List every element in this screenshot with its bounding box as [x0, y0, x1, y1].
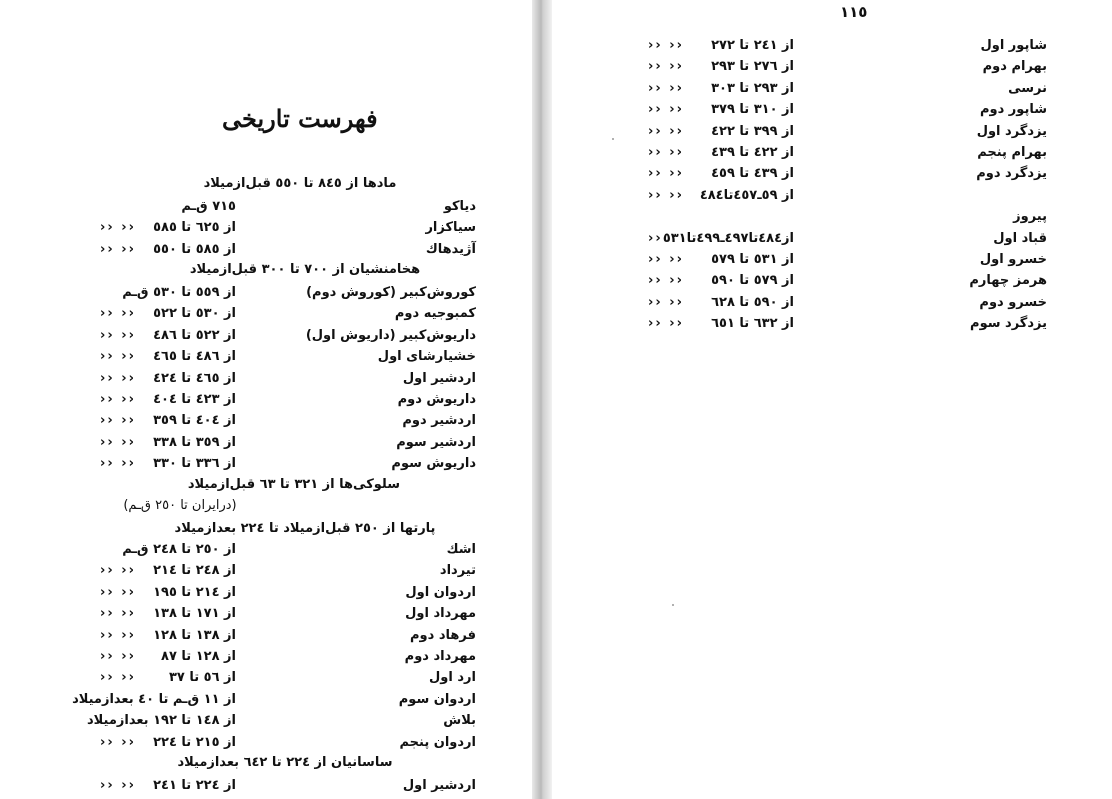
ruler-name: بهرام دوم: [982, 59, 1047, 75]
ruler-name: فرهاد دوم: [410, 627, 476, 643]
ruler-name: شاپور دوم: [980, 102, 1047, 118]
reign-dates: از ۲٤۱ تا ۲۷۲: [711, 38, 794, 53]
reign-dates: از ٥۲۲ تا ٤٨٦: [153, 327, 236, 343]
list-item: [0, 668, 532, 688]
reign-dates: از ٥۳۰ تا ٥۲۲: [153, 306, 236, 322]
right-page: [552, 0, 1112, 799]
list-item: [0, 411, 532, 431]
list-item: [0, 390, 532, 410]
ditto-marks: ›› ››: [648, 59, 684, 75]
reign-dates: از ۳۱۰ تا ۳۷۹: [711, 102, 794, 118]
reign-dates: از ٥۹ـ٤٥۷تا٤٨٤: [699, 187, 794, 203]
book-gutter: [532, 0, 552, 799]
list-item: [552, 293, 1112, 313]
reign-dates: از ۲۹۳ تا ۳۰۳: [711, 80, 794, 96]
reign-dates: از ۲۱٤ تا ۱۹٥: [153, 584, 236, 600]
list-item: [552, 79, 1112, 99]
reign-dates: از ۳۳٦ تا ۳۳۰: [153, 456, 236, 472]
ruler-name: ارد اول: [429, 670, 476, 686]
ditto-marks: ›› ››: [648, 145, 684, 160]
ruler-name: نرسی: [1008, 80, 1047, 96]
ruler-name: اردوان اول: [405, 584, 476, 600]
list-item: [0, 240, 532, 260]
reign-dates: از ۳۹۹ تا ٤۲۲: [711, 123, 794, 139]
ruler-name: اردشیر اول: [402, 778, 476, 793]
list-item: [0, 711, 532, 731]
reign-dates: از ۱۷۱ تا ۱۳٨: [153, 606, 236, 622]
list-item: [552, 36, 1112, 56]
ditto-marks: ›› ››: [100, 413, 136, 429]
list-item: [0, 604, 532, 624]
list-item: [552, 164, 1112, 184]
ruler-name: داریوش سوم: [391, 456, 476, 472]
reign-dates: از ۲۲٤ تا ۲٤۱: [153, 778, 236, 793]
list-item: [0, 626, 532, 646]
ruler-name: اردوان پنجم: [399, 734, 476, 750]
ditto-marks: ›› ››: [648, 38, 684, 53]
reign-dates: از ۱۱ ق‌ـم تا ٤۰ بعدازمیلاد: [72, 691, 236, 707]
reign-dates: از ۲۷٦ تا ۲۹۳: [711, 59, 794, 75]
ditto-marks: ›› ››: [100, 563, 136, 579]
ruler-name: هرمز چهارم: [969, 273, 1047, 289]
ruler-name: خشیارشای اول: [377, 349, 476, 365]
left-page: [0, 0, 532, 799]
list-item: [0, 583, 532, 603]
ruler-name: قباد اول: [993, 230, 1047, 246]
reign-dates: از ٥٦ تا ۳۷: [168, 670, 236, 686]
list-item: [0, 304, 532, 324]
ruler-name: یزدگرد سوم: [970, 316, 1047, 332]
ditto-marks: ›› ››: [100, 649, 136, 664]
list-item: [0, 776, 532, 796]
list-item: [0, 647, 532, 667]
page-speck: [672, 604, 674, 606]
section-heading-parthians: پارتها از ۲٥۰ قبل‌ازمیلاد تا ۲۲٤ بعدازمیلاد: [174, 521, 436, 536]
list-item: [552, 229, 1112, 249]
ruler-name: یزدگرد اول: [976, 123, 1047, 139]
reign-dates: از ٤۲۳ تا ٤۰٤: [153, 392, 236, 407]
ruler-name: بهرام پنجم: [977, 145, 1047, 160]
ditto-marks: ›› ››: [100, 370, 136, 386]
ruler-name: شاپور اول: [980, 38, 1047, 53]
ditto-marks: ›› ››: [100, 327, 136, 343]
reign-dates: از ٤۰٤ تا ۳٥۹: [153, 413, 236, 429]
ditto-marks: ›› ››: [100, 349, 136, 365]
reign-dates: از٤٨٤تا٤۹۷ـ٤۹۹تا٥۳۱: [662, 230, 794, 246]
section-heading-seleucids: سلوکی‌ها از ۳۲۱ تا ٦۳ قبل‌ازمیلاد: [187, 477, 400, 492]
list-item: [0, 326, 532, 346]
ruler-name: اردشیر سوم: [396, 434, 476, 450]
ditto-marks: ›› ››: [648, 273, 684, 289]
ditto-marks: ›› ››: [648, 294, 684, 310]
ruler-name: داریوش‌کبیر (داریوش اول): [305, 327, 476, 343]
list-item: [0, 433, 532, 453]
ditto-marks: ›› ››: [648, 252, 684, 267]
ditto-marks: ›› ››: [100, 220, 136, 236]
reign-dates: از ٦۲٥ تا ٥٨٥: [153, 220, 236, 236]
section-heading-medes: مادها از ۸٤٥ تا ٥٥٠ قبل‌ازمیلاد: [203, 176, 397, 191]
ruler-name: خسرو دوم: [979, 294, 1047, 310]
reign-dates: از ٥۷۹ تا ٥۹۰: [711, 273, 794, 289]
ditto-marks: ›› ››: [648, 123, 684, 139]
reign-dates: از ۱٤٨ تا ۱۹۲ بعدازمیلاد: [86, 713, 236, 729]
ditto-marks: ›› ››: [100, 627, 136, 643]
reign-dates: از ٦۳۲ تا ٦٥۱: [711, 316, 794, 332]
list-item: [552, 186, 1112, 206]
ruler-name: خسرو اول: [979, 252, 1047, 267]
reign-dates: از ٥٨٥ تا ٥٥٠: [153, 241, 236, 257]
ruler-name: اردشیر دوم: [402, 413, 476, 429]
reign-dates: از ۳٥۹ تا ۳۳٨: [153, 434, 236, 450]
reign-dates: از ٥۹۰ تا ٦۲٨: [711, 294, 794, 310]
reign-dates: از ۱۲٨ تا ٨۷: [161, 649, 236, 664]
index-title: فهرست تاریخی: [222, 104, 378, 133]
list-item: [0, 561, 532, 581]
reign-dates: از ۲٤٨ تا ۲۱٤: [153, 563, 236, 579]
section-heading-achaemenids: هخامنشیان از ۷۰۰ تا ۳۰۰ قبل‌ازمیلاد: [189, 262, 421, 277]
reign-dates: از ٥٥۹ تا ٥۳۰ ق‌ـم: [122, 285, 236, 300]
ditto-marks: ›› ››: [100, 241, 136, 257]
list-item: [552, 122, 1112, 142]
ditto-marks: ›› ››: [648, 316, 684, 332]
reign-dates: از ۱۳٨ تا ۱۲٨: [153, 627, 236, 643]
section-subheading-seleucids: (درایران تا ۲٥۰ ق‌ـم): [123, 498, 237, 513]
ditto-marks: ›› ››: [100, 434, 136, 450]
ruler-name: بلاش: [443, 713, 476, 729]
page-speck: [612, 138, 614, 140]
ruler-name: اردوان سوم: [398, 691, 476, 707]
reign-dates: از ۲۱٥ تا ۲۲٤: [153, 734, 236, 750]
ruler-name: مهرداد اول: [405, 606, 476, 622]
page-number: ۱۱٥: [840, 3, 868, 21]
reign-dates: از ٥۳۱ تا ٥۷۹: [711, 252, 794, 267]
list-item: [552, 100, 1112, 120]
list-item: [552, 207, 1112, 227]
list-item: [0, 369, 532, 389]
list-item: [0, 733, 532, 753]
list-item: [0, 540, 532, 560]
list-item: [552, 271, 1112, 291]
section-heading-sasanians: ساسانیان از ۲۲٤ تا ٦٤۲ بعدازمیلاد: [177, 755, 393, 770]
ditto-marks: ›› ››: [100, 306, 136, 322]
ditto-marks: ››: [648, 230, 663, 246]
list-item: [552, 57, 1112, 77]
ruler-name: آژیدهاك: [425, 241, 476, 257]
ruler-name: اشك: [446, 542, 476, 557]
ruler-name: کمبوجیه دوم: [394, 306, 476, 322]
ruler-name: کوروش‌کبیر (کوروش دوم): [306, 285, 476, 300]
ruler-name: یزدگرد دوم: [976, 166, 1047, 182]
ruler-name: اردشیر اول: [402, 370, 476, 386]
reign-dates: از ٤۳۹ تا ٤٥۹: [711, 166, 794, 182]
ditto-marks: ›› ››: [100, 584, 136, 600]
reign-dates: از ٤٨٦ تا ٤٦٥: [153, 349, 236, 365]
list-item: [552, 314, 1112, 334]
ditto-marks: ›› ››: [648, 166, 684, 182]
list-item: [0, 347, 532, 367]
ditto-marks: ›› ››: [100, 456, 136, 472]
list-item: [0, 690, 532, 710]
reign-dates: ۷۱٥ ق‌ـم: [181, 199, 236, 214]
reign-dates: از ٤۲۲ تا ٤۳۹: [711, 145, 794, 160]
list-item: [0, 197, 532, 217]
ditto-marks: ›› ››: [100, 606, 136, 622]
ditto-marks: ›› ››: [648, 102, 684, 118]
list-item: [552, 250, 1112, 270]
ditto-marks: ›› ››: [648, 187, 684, 203]
list-item: [0, 283, 532, 303]
reign-dates: از ۲٥۰ تا ۲٤٨ ق‌ـم: [122, 542, 236, 557]
ruler-name: پیروز: [1013, 209, 1047, 225]
ditto-marks: ›› ››: [100, 392, 136, 407]
ditto-marks: ›› ››: [648, 80, 684, 96]
ruler-name: تیرداد: [439, 563, 476, 579]
ditto-marks: ›› ››: [100, 778, 136, 793]
ruler-name: سیاکزار: [425, 220, 476, 236]
ruler-name: مهرداد دوم: [404, 649, 476, 664]
ditto-marks: ›› ››: [100, 734, 136, 750]
list-item: [0, 218, 532, 238]
ruler-name: داریوش دوم: [397, 392, 476, 407]
list-item: [552, 143, 1112, 163]
ruler-name: دیاکو: [443, 199, 476, 214]
list-item: [0, 454, 532, 474]
ditto-marks: ›› ››: [100, 670, 136, 686]
reign-dates: از ٤٦٥ تا ٤۲٤: [153, 370, 236, 386]
